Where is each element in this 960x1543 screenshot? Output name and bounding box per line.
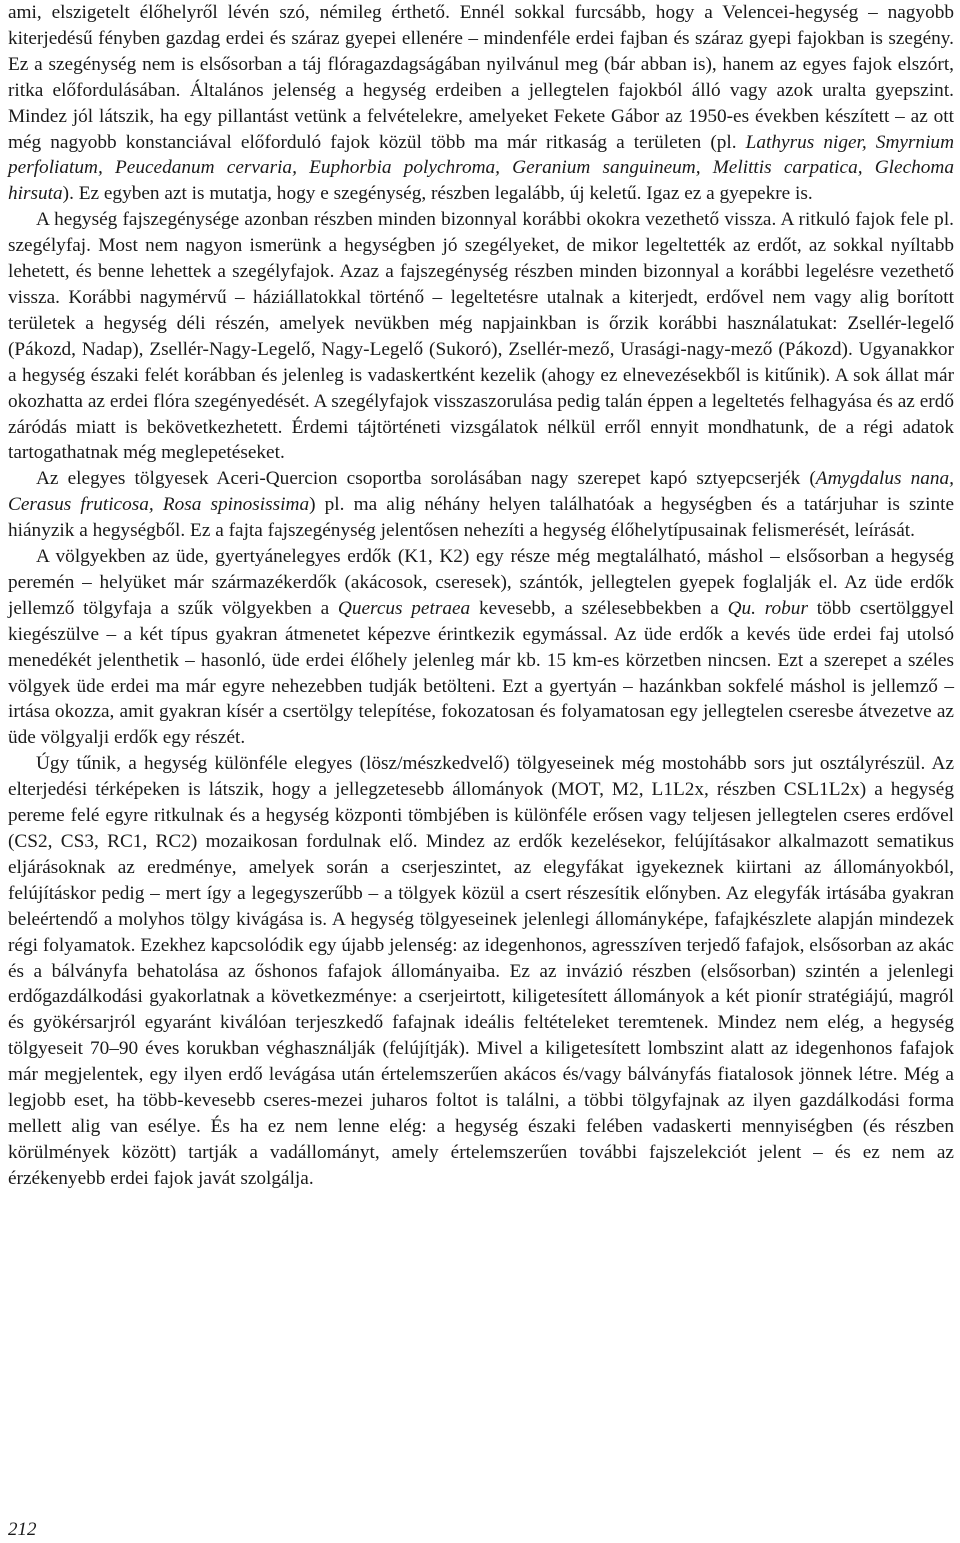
text-run: kevesebb, a szélesebbekben a bbox=[470, 597, 728, 619]
text-run: ). Ez egyben azt is mutatja, hogy e szegénység, részben legalább, új keletű. Igaz ez a gyepekre is. bbox=[62, 183, 813, 205]
document-body bbox=[8, 0, 954, 1192]
paragraph bbox=[8, 207, 954, 466]
text-run: Úgy tűnik, a hegység különféle elegyes (lösz/mészkedvelő) tölgyeseinek még mostohább sors jut osztályrészül. Az elterjedési térképeken is látszik, hogy a jellegzetesebb állományok (MOT, M2, L1L2x, részben CSL1L2x) a hegység pereme felé egyre ritkulnak és a hegység központi tömbjében is különféle erősen vagy teljesen jellegtelen cseres erdővel (CS2, CS3, RC1, RC2) mozaikosan fordulnak elő. Mindez az erdők kezelésekor, felújításakor alkalmazott sematikus eljárásoknak az eredménye, amelyek során a cserjeszintet, az elegyfákat igyekeznek kiirtani az állományokból, felújításkor pedig – mert így a legegyszerűbb – a tölgyek közül a csert részesítik előnyben. Az elegyfák irtásába gyakran beleértendő a molyhos tölgy kivágása is. A hegység tölgyeseinek jelenlegi állományképe, fafajkészlete alapján mindezek régi folyamatok. Ezekhez kapcsolódik egy újabb jelenség: az idegenhonos, agresszíven terjedő fafajok, elsősorban az akác és a bálványfa behatolása az őshonos fafajok állományaiba. Ez az invázió részben (elsősorban) szintén a jelenlegi erdőgazdálkodási gyakorlatnak a következménye: a cserjeirtott, kiligetesített állományok a két pionír stratégiájú, magról és gyökérsarjról egyaránt kiválóan terjeszkedő fafajnak ideális feltételeket teremtenek. Mindez nem elég, a hegység tölgyeseit 70–90 éves korukban véghasználják (felújítják). Mivel a kiligetesített lombszint alatt az idegenhonos fafajok már megjelentek, egy ilyen erdő levágása után értelemszerűen akácos és/vagy bálványfás fiatalosok jönnek létre. Még a legjobb eset, ha több-kevesebb cseres-mezei juharos foltot is találni, a többi tölgyfajnak az ilyen gazdálkodási forma mellett alig van esélye. És ha ez nem lenne elég: a hegység északi felében vadaskerti mennyiségben (és részben körülmények között) tartják a vadállományt, amely értelemszerűen további fajszelekciót jelent – és ez nem az érzékenyebb erdei fajok javát szolgálja. bbox=[8, 753, 954, 1189]
paragraph bbox=[8, 751, 954, 1191]
species-names: Lathyrus niger, Smyrnium perfoliatum, Peucedanum cervaria, Euphorbia polychroma, Geranium sanguineum, Melittis carpatica, Glechoma hirsuta bbox=[8, 131, 954, 205]
paragraph bbox=[8, 0, 954, 207]
text-run: A völgyekben az üde, gyertyánelegyes erdők (K1, K2) egy része még megtalálható, máshol – elsősorban a hegység peremén – helyüket már származékerdők (akácosok, cseresek), szántók, jellegtelen gyepek foglalják el. Az üde erdők jellemző tölgyfaja a szűk völgyekben a bbox=[8, 546, 954, 619]
species-names: Quercus petraea bbox=[337, 597, 471, 619]
text-run: ) pl. ma alig néhány helyen találhatóak a hegységben és a tatárjuhar is szinte hiányzik a hegységből. Ez a fajta fajszegénység jelentősen nehezíti a hegység élőhelytípusainak felismerését, leírását. bbox=[8, 494, 954, 542]
text-run: ami, elszigetelt élőhelyről lévén szó, némileg érthető. Ennél sokkal furcsább, hogy a Velencei-hegység – nagyobb kiterjedésű fényben gazdag erdei és száraz gyepei ellenére – mindenféle erdei fajban és száraz gyepi fajokban is szegény. Ez a szegénység nem is elsősorban a táj flóragazdagságában nyilvánul meg (bár abban is), hanem az egyes fajok elszórt, ritka előfordulásában. Általános jelenség a hegység erdeiben a jellegtelen fajokból álló vagy azok uralta gyepszint. Mindez jól látszik, ha egy pillantást vetünk a felvételekre, amelyeket Fekete Gábor az 1950-es években készített – az ott még nagyobb konstanciával előforduló fajok közül több ma már ritkaság a területen (pl. bbox=[8, 2, 954, 153]
paragraph bbox=[8, 466, 954, 544]
paragraph bbox=[8, 544, 954, 751]
text-run: A hegység fajszegénysége azonban részben minden bizonnyal korábbi okokra vezethető vissza. A ritkuló fajok fele pl. szegélyfaj. Most nem nagyon ismerünk a hegységben jó szegélyeket, de mikor legeltették az erdőt, az sokkal nyíltabb lehetett, és benne lehettek a szegélyfajok. Azaz a fajszegénység részben minden bizonnyal a korábbi legelésre vezethető vissza. Korábbi nagymérvű – háziállatokkal történő – legeltetésre utalnak a kiterjedt, erdővel nem vagy alig borított területek a hegység déli részén, amelyek nevükben még napjainkban is őrzik korábbi használatukat: Zsellér-legelő (Pákozd, Nadap), Zsellér-Nagy-Legelő, Nagy-Legelő (Sukoró), Zsellér-mező, Urasági-nagy-mező (Pákozd). Ugyanakkor a hegység északi felét korábban és jelenleg is vadaskertként kezelik (ahogy ez elnevezésekből is kitűnik). A sok állat már okozhatta az erdei flóra szegényedését. A szegélyfajok visszaszorulása pedig talán éppen a legeltetés felhagyása és az erdő záródás miatt is bekövetkezhetett. Érdemi tájtörténeti vizsgálatok nélkül erről ennyit mondhatunk, de a régi adatok tartogathatnak még meglepetéseket. bbox=[8, 209, 954, 464]
species-names: Qu. robur bbox=[727, 597, 808, 619]
species-names: Amygdalus nana, Cerasus fruticosa, Rosa spinosissima bbox=[8, 468, 954, 516]
page-number: 212 bbox=[8, 1519, 37, 1540]
text-run: Az elegyes tölgyesek Aceri-Quercion csoportba sorolásában nagy szerepet kapó sztyepcserjék ( bbox=[36, 468, 816, 490]
text-run: több csertölggyel kiegészülve – a két típus gyakran átmenetet képezve érintkezik egymással. Az üde erdők a kevés üde erdei faj utolsó menedékét jelenthetik – hasonló, üde erdei élőhely jelenleg már kb. 15 km-es körzetben nincsen. Ezt a szerepet a széles völgyek üde erdei ma már egyre nehezebben tudják betölteni. Ezt a gyertyán – hazánkban sokfelé máshol is jellemző – irtása okozza, amit gyakran kísér a csertölgy telepítése, fokozatosan és folyamatosan egy jellegtelen cseresbe átvezetve az üde völgyalji erdők egy részét. bbox=[8, 597, 955, 749]
